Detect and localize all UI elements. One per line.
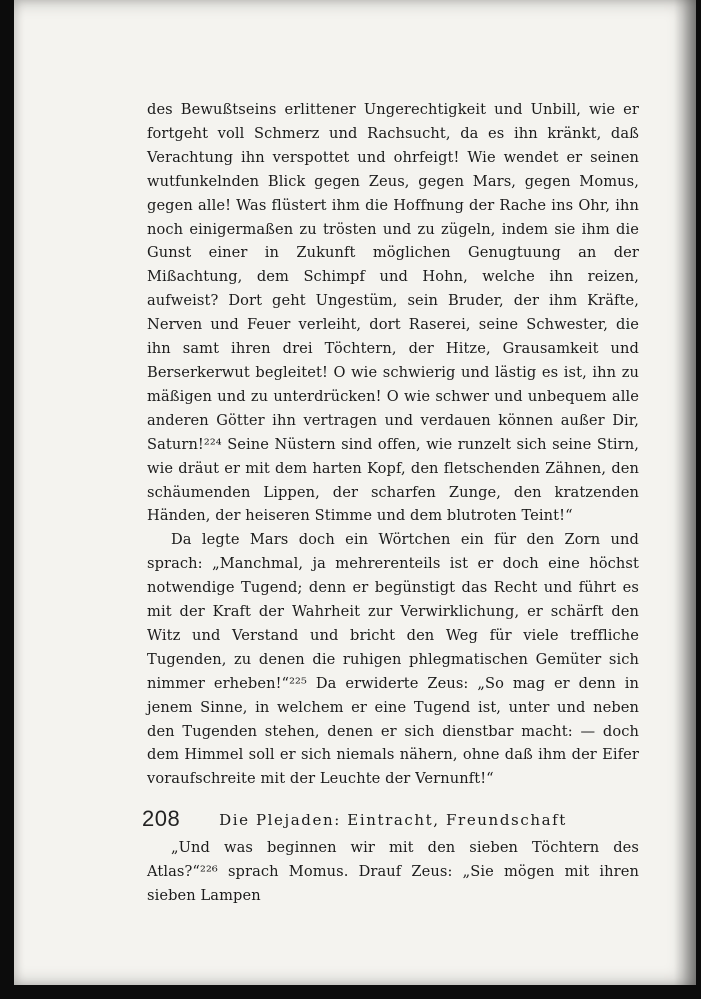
page-edge-shadow — [674, 0, 696, 985]
paragraph-3: „Und was beginnen wir mit den sieben Töchtern des Atlas?“²²⁶ sprach Momus. Drauf Zeus: „Sie mögen mit ihren sieben Lampen — [147, 839, 639, 905]
body-text — [147, 98, 639, 908]
paragraph-1: des Bewußtseins erlittener Ungerechtigkeit und Unbill, wie er fortgeht voll Schmerz und Rachsucht, da es ihn kränkt, daß Verachtung ihn verspottet und ohrfeigt! Wie wendet er seinen wutfunkelnden Blick gegen Zeus, gegen Mars, gegen Momus, gegen alle! Was flüstert ihm die Hoffnung der Rache ins Ohr, ihn noch einigermaßen zu trösten und zu zügeln, indem sie ihm die Gunst einer in Zukunft möglichen Genugtuung an der Mißachtung, dem Schimpf und Hohn, welche ihn reizen, aufweist? Dort geht Ungestüm, sein Bruder, der ihm Kräfte, Nerven und Feuer verleiht, dort Raserei, seine Schwester, die ihn samt ihren drei Töchtern, der Hitze, Grausamkeit und Berserkerwut begleitet! O wie schwierig und lästig es ist, ihn zu mäßigen und zu unterdrücken! O wie schwer und unbequem alle anderen Götter ihn vertragen und verdauen können außer Dir, Saturn!²²⁴ Seine Nüstern sind offen, wie runzelt sich seine Stirn, wie dräut er mit dem harten Kopf, den fletschenden Zähnen, den schäumenden Lippen, der scharfen Zunge, den kratzenden Händen, der heiseren Stimme und dem blutroten Teint!“ — [147, 101, 639, 525]
page-number: 208 — [142, 806, 181, 831]
paragraph-2: Da legte Mars doch ein Wörtchen ein für den Zorn und sprach: „Manchmal, ja mehrerenteils ist er doch eine höchst notwendige Tugend; denn er begünstigt das Recht und führt es mit der Kraft der Wahrheit zur Verwirklichung, er schärft den Witz und Verstand und bricht den Weg für viele treffliche Tugenden, zu denen die ruhigen phlegmatischen Gemüter sich nimmer erheben!“²²⁵ Da erwiderte Zeus: „So mag er denn in jenem Sinne, in welchem er eine Tugend ist, unter und neben den Tugenden stehen, denen er sich dienstbar macht: — doch dem Himmel soll er sich niemals nähern, ohne daß ihm der Eifer voraufschreite mit der Leuchte der Vernunft!“ — [147, 531, 639, 788]
book-page — [14, 0, 696, 985]
section-heading: Die Plejaden: Eintracht, Freundschaft — [219, 811, 567, 830]
